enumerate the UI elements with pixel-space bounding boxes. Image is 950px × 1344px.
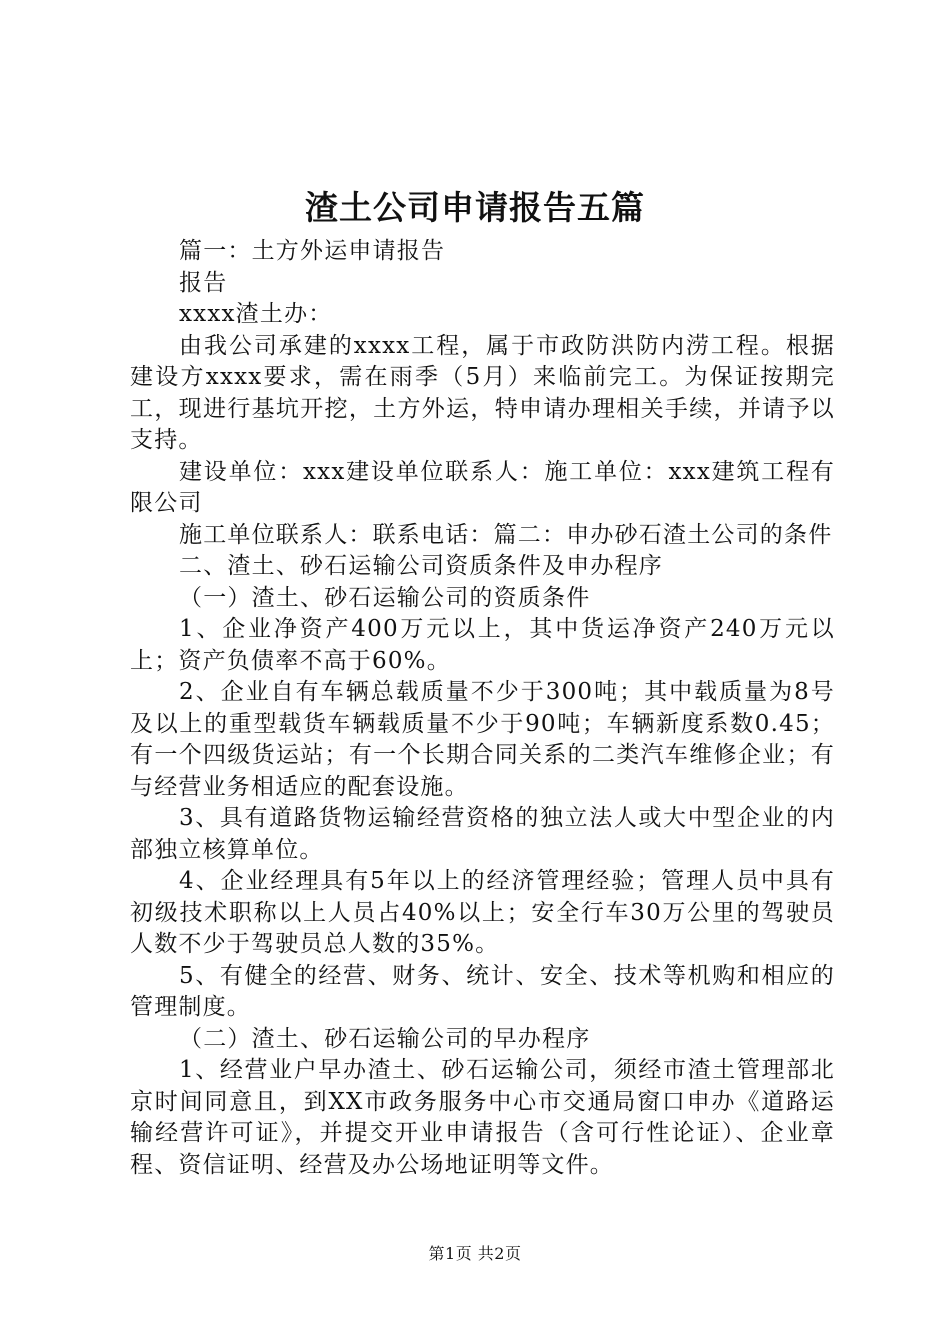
paragraph-procedure-heading: （二）渣土、砂石运输公司的早办程序: [179, 1025, 591, 1052]
document-title: 渣土公司申请报告五篇: [305, 188, 645, 227]
paragraph-part-one-heading: 篇一：土方外运申请报告: [179, 238, 446, 264]
paragraph-item-5: 5、有健全的经营、财务、统计、安全、技术等机购和相应的管理制度。: [130, 962, 835, 1020]
paragraph-addressee: xxxx渣土办：: [179, 301, 333, 327]
paragraph-contact-and-part-two: 施工单位联系人：联系电话：篇二：申办砂石渣土公司的条件: [179, 521, 833, 548]
paragraph-procedure-item-1: 1、经营业户早办渣土、砂石运输公司，须经市渣土管理部北京时间同意且，到XX市政务服务中心市交通局窗口申办《道路运输经营许可证》，并提交开业申请报告（含可行性论证）、企业章程、资信证明、经营及办公场地证明等文件。: [130, 1057, 835, 1178]
document-body: [130, 236, 835, 1181]
paragraph-report-label: 报告: [179, 269, 228, 296]
page-number-footer: 第1页 共2页: [428, 1244, 522, 1263]
paragraph-item-4: 4、企业经理具有5年以上的经济管理经验；管理人员中具有初级技术职称以上人员占40%以上；安全行车30万公里的驾驶员人数不少于驾驶员总人数的35%。: [130, 868, 835, 957]
paragraph-item-3: 3、具有道路货物运输经营资格的独立法人或大中型企业的内部独立核算单位。: [130, 805, 835, 863]
paragraph-item-2: 2、企业自有车辆总载质量不少于300吨；其中载质量为8号及以上的重型载货车辆载质量不少于90吨；车辆新度系数0.45；有一个四级货运站；有一个长期合同关系的二类汽车维修企业；有与经营业务相适应的配套设施。: [130, 679, 835, 800]
paragraph-section-two-heading: 二、渣土、砂石运输公司资质条件及申办程序: [179, 553, 663, 579]
paragraph-qualification-heading: （一）渣土、砂石运输公司的资质条件: [179, 584, 591, 611]
paragraph-request-body: 由我公司承建的xxxx工程，属于市政防洪防内涝工程。根据建设方xxxx要求，需在雨季（5月）来临前完工。为保证按期完工，现进行基坑开挖，土方外运，特申请办理相关手续，并请予以支持。: [130, 332, 835, 453]
paragraph-item-1: 1、企业净资产400万元以上，其中货运净资产240万元以上；资产负债率不高于60%。: [130, 616, 835, 674]
paragraph-construction-unit: 建设单位：xxx建设单位联系人：施工单位：xxx建筑工程有限公司: [130, 458, 835, 516]
